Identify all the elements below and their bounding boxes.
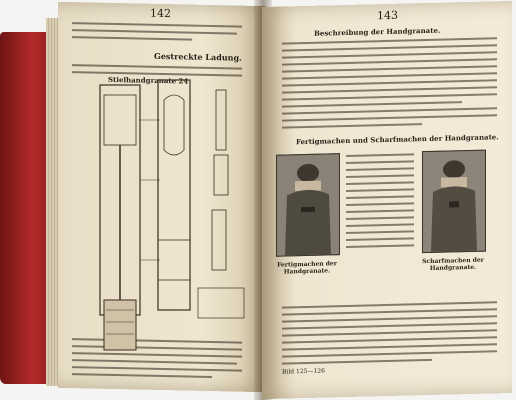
soldier-photo-right: [422, 150, 486, 254]
right-page: [262, 1, 512, 399]
right-page-number: 143: [377, 8, 398, 23]
footer-reference: Bild 125—126: [282, 367, 325, 376]
right-heading-2: Fertigmachen und Scharfmachen der Handgranate.: [296, 132, 499, 147]
grenade-diagram: [80, 60, 252, 365]
left-heading-1: Gestreckte Ladung.: [154, 50, 242, 63]
left-page-number: 142: [150, 6, 171, 21]
soldier-photo-left: [276, 153, 340, 257]
left-heading-2: Stielhandgranate 24: [108, 74, 189, 86]
photo-2-caption: Scharfmachen der Handgranate.: [422, 256, 484, 272]
right-heading-1: Beschreibung der Handgranate.: [314, 25, 441, 38]
photo-1-caption: Fertigmachen der Handgranate.: [277, 260, 337, 276]
